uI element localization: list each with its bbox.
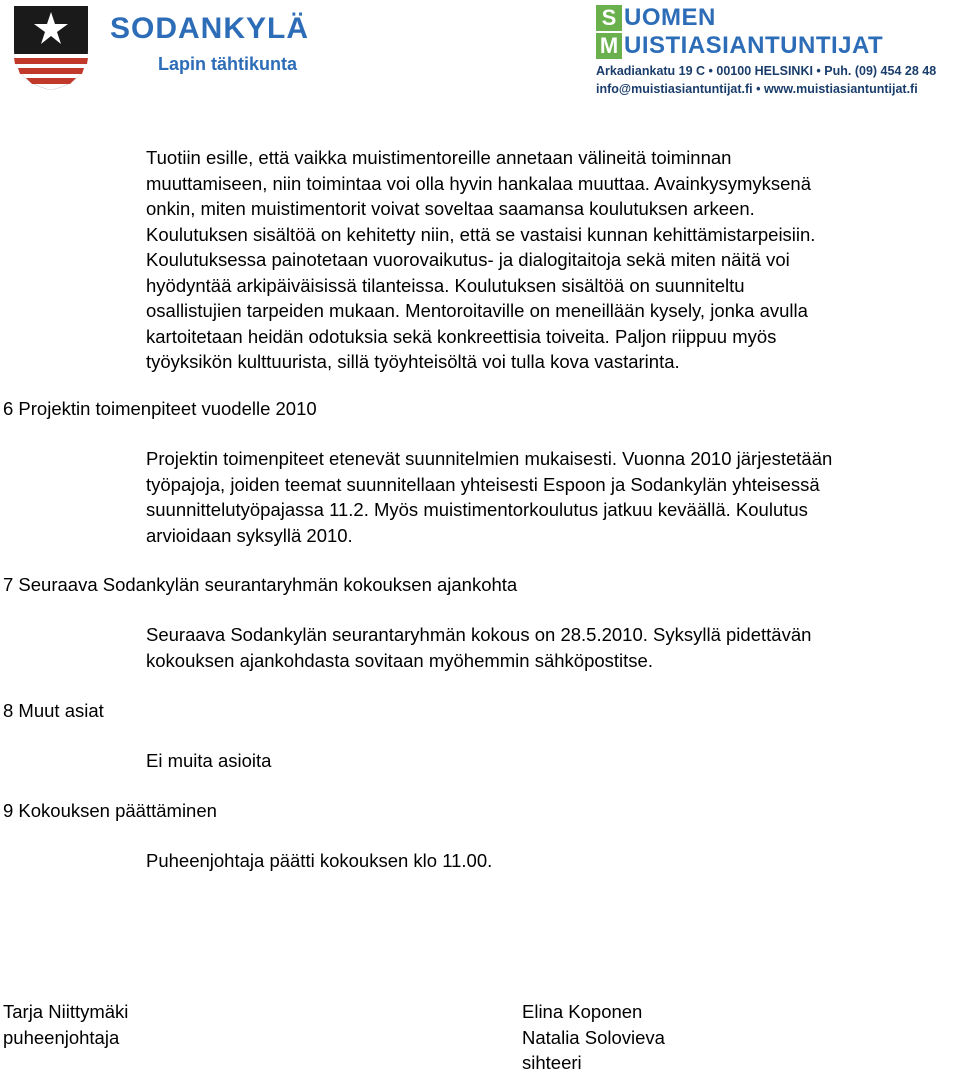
signature-left: [3, 999, 128, 1050]
association-name-line1: [596, 4, 716, 32]
section-8-heading: 8 Muut asiat: [3, 700, 104, 721]
association-name-part1: UOMEN: [624, 4, 716, 31]
section-9-heading: 9 Kokouksen päättäminen: [3, 800, 217, 821]
section-7-body: [146, 622, 811, 673]
section-6-body: [146, 446, 832, 548]
signer-name: Natalia Solovieva: [522, 1026, 665, 1048]
paragraph-line: Koulutuksen sisältöä on kehitetty niin, että se vastaisi kunnan kehittämistarpeisiin.: [146, 223, 816, 245]
municipality-tagline: Lapin tähtikunta: [158, 54, 297, 74]
section-7-heading: 7 Seuraava Sodankylän seurantaryhmän kokouksen ajankohta: [3, 574, 518, 595]
signer-name: Elina Koponen: [522, 1001, 643, 1022]
paragraph-line: Projektin toimenpiteet etenevät suunnitelmien mukaisesti. Vuonna 2010 järjestetään: [146, 448, 833, 469]
intro-paragraph: [146, 145, 815, 375]
crest-icon: [10, 2, 92, 92]
paragraph-line: hyödyntää arkipäiväisissä tilanteissa. Koulutuksen sisältöä on suunniteltu: [146, 274, 745, 296]
association-initial-m: M: [596, 33, 622, 59]
paragraph-line: työyksikön kulttuurista, sillä työyhteisöltä voi tulla kova vastarinta.: [146, 351, 680, 372]
association-contact: info@muistiasiantuntijat.fi • www.muistiasiantuntijat.fi: [596, 82, 918, 96]
association-name-line2: [596, 32, 883, 60]
paragraph-line: onkin, miten muistimentorit voivat soveltaa saamansa koulutuksen arkeen.: [146, 198, 755, 219]
paragraph-line: kartoitetaan heidän odotuksia sekä konkreettisia toiveita. Paljon riippuu myös: [146, 325, 777, 347]
association-logo: [596, 2, 958, 98]
paragraph-line: kokouksen ajankohdasta sovitaan myöhemmin sähköpostitse.: [146, 649, 653, 671]
association-address: Arkadiankatu 19 C • 00100 HELSINKI • Puh. (09) 454 28 48: [596, 64, 937, 78]
paragraph-line: osallistujien tarpeiden mukaan. Mentoroitaville on meneillään kysely, jonka avulla: [146, 300, 808, 321]
municipality-name: SODANKYLÄ: [110, 12, 310, 45]
paragraph-line: suunnittelutyöpajassa 11.2. Myös muistimentorkoulutus jatkuu keväällä. Koulutus: [146, 499, 808, 520]
section-8-body: [146, 748, 271, 774]
municipality-logo: [10, 2, 330, 92]
paragraph-line: Koulutuksessa painotetaan vuorovaikutus- ja dialogitaitoja sekä miten näitä voi: [146, 249, 790, 270]
paragraph-line: Puheenjohtaja päätti kokouksen klo 11.00.: [146, 850, 493, 871]
association-name-part2: UISTIASIANTUNTIJAT: [624, 32, 884, 59]
section-6-heading: 6 Projektin toimenpiteet vuodelle 2010: [3, 398, 317, 419]
association-initial-s: S: [596, 5, 622, 31]
signer-name: Tarja Niittymäki: [3, 1001, 129, 1022]
paragraph-line: Seuraava Sodankylän seurantaryhmän kokous on 28.5.2010. Syksyllä pidettävän: [146, 624, 812, 645]
paragraph-line: työpajoja, joiden teemat suunnitellaan yhteisesti Espoon ja Sodankylän yhteisessä: [146, 473, 820, 495]
paragraph-line: Tuotiin esille, että vaikka muistimentoreille annetaan välineitä toiminnan: [146, 147, 732, 168]
paragraph-line: Ei muita asioita: [146, 750, 272, 771]
signer-role: sihteeri: [522, 1052, 582, 1073]
paragraph-line: arvioidaan syksyllä 2010.: [146, 524, 353, 546]
signature-right: [522, 999, 665, 1076]
signer-role: puheenjohtaja: [3, 1026, 120, 1048]
section-9-body: [146, 848, 492, 874]
paragraph-line: muuttamiseen, niin toimintaa voi olla hyvin hankalaa muuttaa. Avainkysymyksenä: [146, 172, 811, 194]
